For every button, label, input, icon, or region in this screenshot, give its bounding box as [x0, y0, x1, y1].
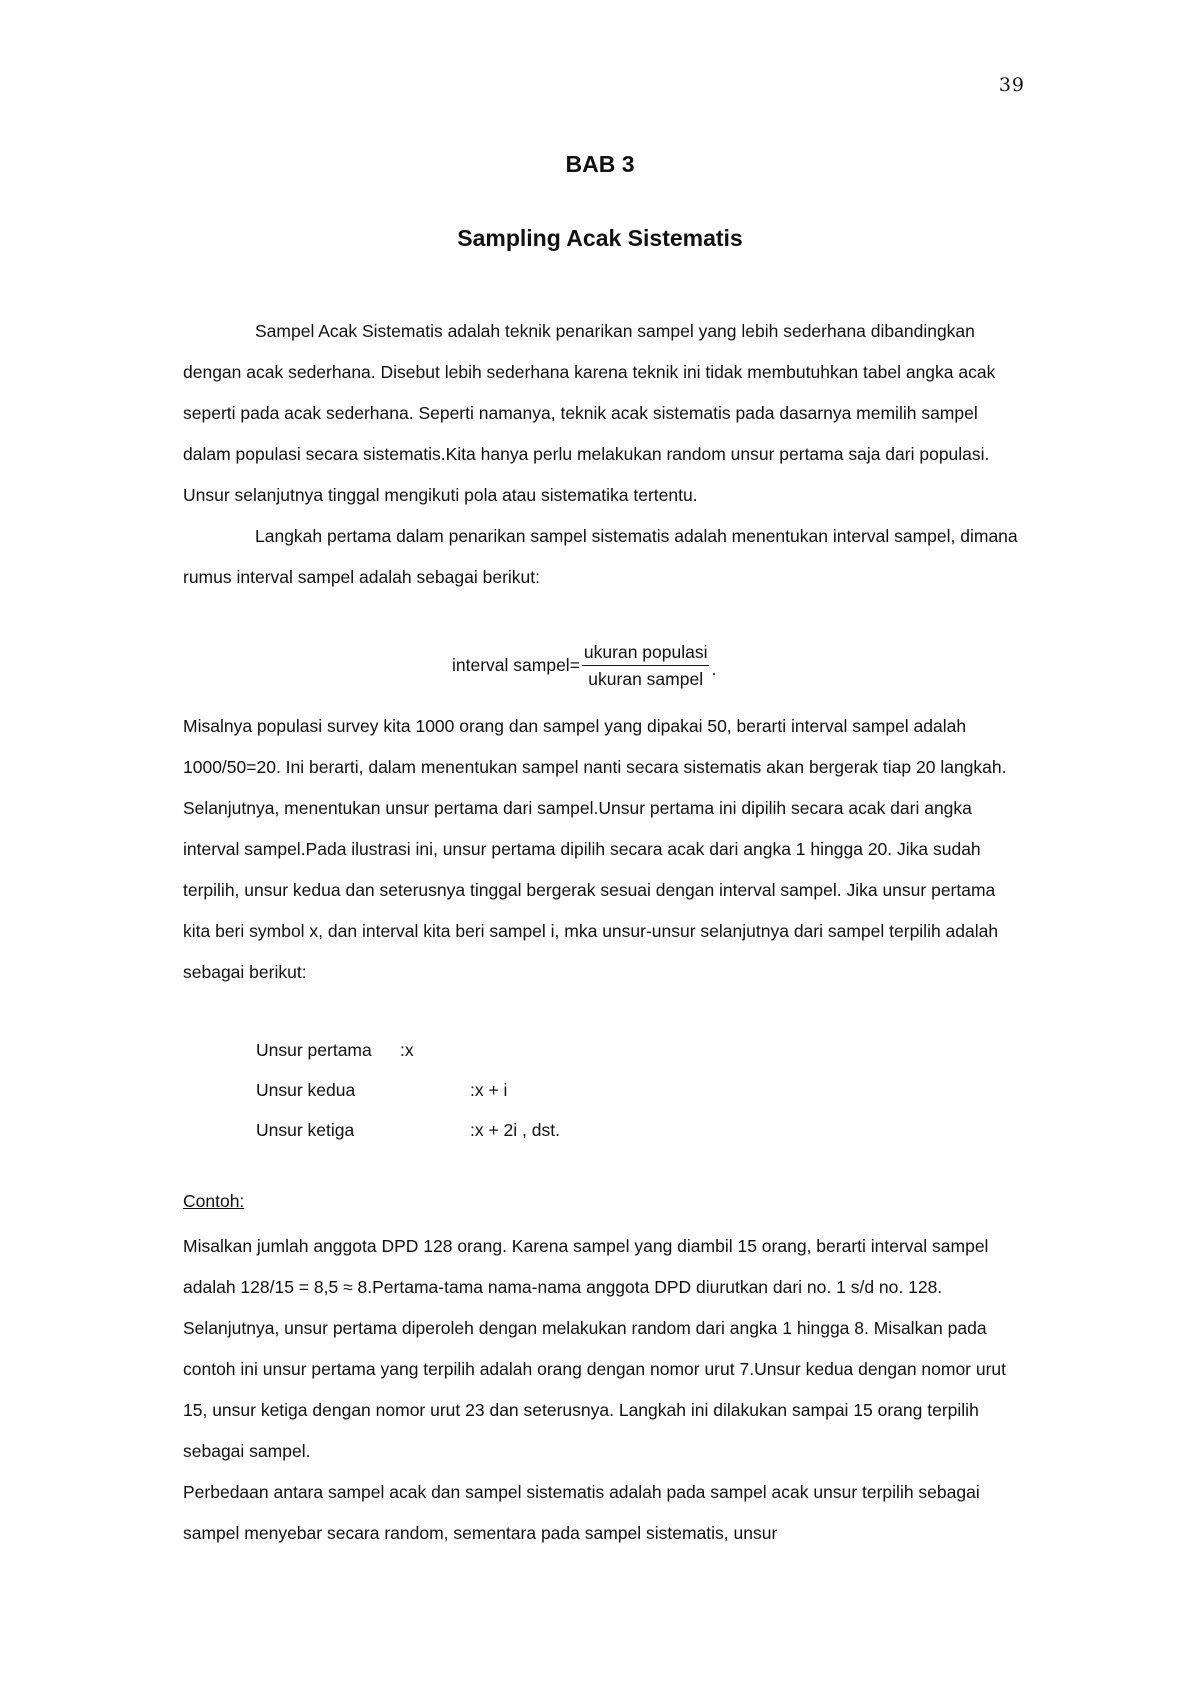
paragraph-dpd-example: Misalkan jumlah anggota DPD 128 orang. Karena sampel yang diambil 15 orang, berarti interval sampel adalah 128/15 = 8,5 ≈ 8.Pertama-tama nama-nama anggota DPD diurutkan dari no. 1 s/d no. 128. Selanjutnya, unsur pertama diperoleh dengan melakukan random dari angka 1 hingga 8. Misalkan pada contoh ini unsur pertama yang terpilih adalah orang dengan nomor urut 7.Unsur kedua dengan nomor urut 15, unsur ketiga dengan nomor urut 23 dan seterusnya. Langkah ini dilakukan sampai 15 orang terpilih sebagai sampel.: [183, 1236, 1007, 1461]
paragraph-example-explanation: Misalnya populasi survey kita 1000 orang dan sampel yang dipakai 50, berarti interval sampel adalah 1000/50=20. Ini berarti, dalam menentukan sampel nanti secara sistematis akan bergerak tiap 20 langkah. Selanjutnya, menentukan unsur pertama dari sampel.Unsur pertama ini dipilih secara acak dari angka interval sampel.Pada ilustrasi ini, unsur pertama dipilih secara acak dari angka 1 hingga 20. Jika sudah terpilih, unsur kedua dan seterusnya tinggal bergerak sesuai dengan interval sampel. Jika unsur pertama kita beri symbol x, dan interval kita beri sampel i, mka unsur-unsur selanjutnya dari sampel terpilih adalah sebagai berikut:: [183, 716, 1007, 982]
chapter-title: Sampling Acak Sistematis: [457, 225, 743, 251]
formula-fraction: [582, 641, 710, 690]
example-heading: Contoh:: [183, 1191, 245, 1211]
paragraph-interval-step: Langkah pertama dalam penarikan sampel sistematis adalah menentukan interval sampel, dimana rumus interval sampel adalah sebagai berikut:: [183, 526, 1018, 587]
sequence-value: :x + 2i , dst.: [470, 1120, 560, 1140]
sequence-value: :x + i: [470, 1080, 508, 1100]
page-number: 39: [998, 74, 1025, 96]
intro-section: [183, 311, 1023, 598]
sequence-label: Unsur ketiga: [256, 1120, 355, 1140]
sequence-value: :x: [400, 1040, 414, 1060]
explanation-section: [183, 706, 1023, 993]
example-section: [183, 1226, 1023, 1554]
chapter-label: BAB 3: [565, 151, 635, 177]
formula-trailing: .: [711, 659, 717, 679]
formula-lhs: interval sampel=: [452, 655, 580, 675]
formula-numerator: ukuran populasi: [582, 641, 710, 666]
paragraph-definition: Sampel Acak Sistematis adalah teknik penarikan sampel yang lebih sederhana dibandingkan dengan acak sederhana. Disebut lebih sederhana karena teknik ini tidak membutuhkan tabel angka acak seperti pada acak sederhana. Seperti namanya, teknik acak sistematis pada dasarnya memilih sampel dalam populasi secara sistematis.Kita hanya perlu melakukan random unsur pertama saja dari populasi. Unsur selanjutnya tinggal mengikuti pola atau sistematika tertentu.: [183, 321, 996, 505]
interval-formula: [452, 641, 716, 690]
sequence-label: Unsur kedua: [256, 1080, 356, 1100]
sequence-label: Unsur pertama: [256, 1040, 372, 1060]
paragraph-difference: Perbedaan antara sampel acak dan sampel sistematis adalah pada sampel acak unsur terpilih sebagai sampel menyebar secara random, sementara pada sampel sistematis, unsur: [183, 1482, 980, 1543]
formula-denominator: ukuran sampel: [588, 669, 704, 689]
